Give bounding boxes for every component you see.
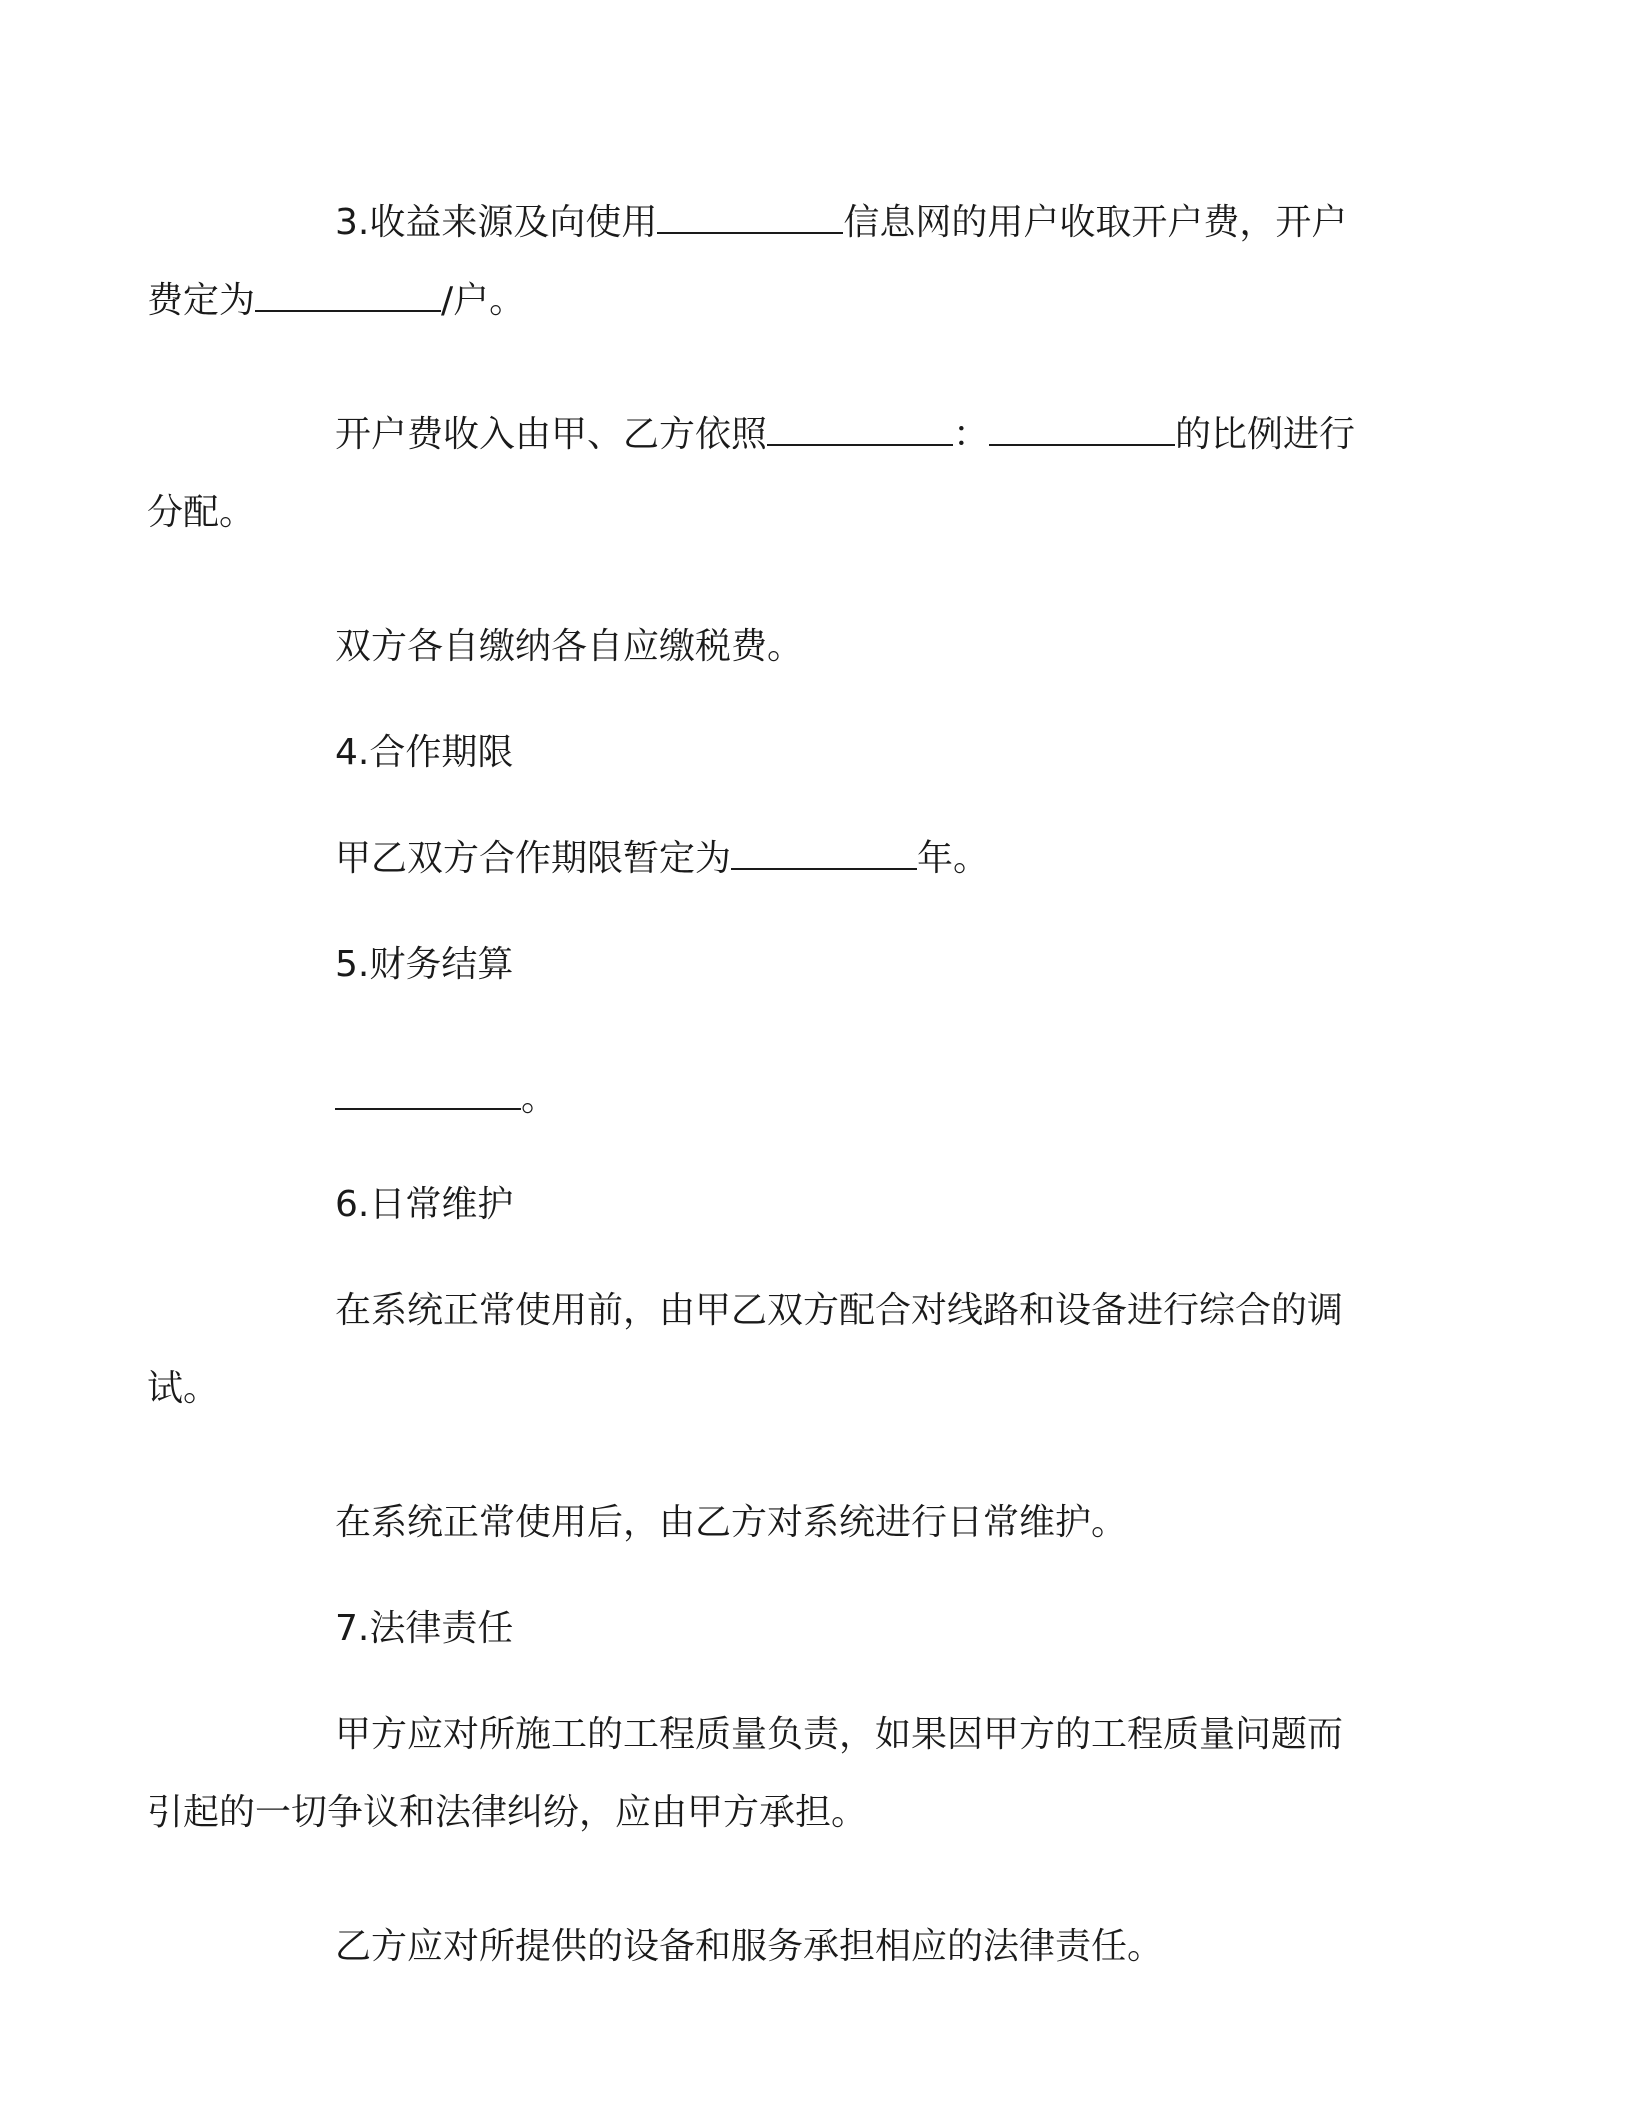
paragraph-term-years bbox=[241, 820, 1375, 898]
text: 的比例进行 bbox=[1175, 414, 1356, 455]
heading-legal-liability: 7.法律责任 bbox=[335, 1608, 514, 1649]
text: 开户费收入由甲、乙方依照 bbox=[335, 414, 768, 455]
blank-field bbox=[767, 414, 953, 446]
text: ： bbox=[953, 414, 990, 455]
blank-field bbox=[335, 1078, 521, 1110]
paragraph-party-b-liability: 乙方应对所提供的设备和服务承担相应的法律责任。 bbox=[335, 1926, 1164, 1967]
paragraph-taxes: 双方各自缴纳各自应缴税费。 bbox=[335, 626, 804, 667]
paragraph-settlement-blank bbox=[241, 1060, 1375, 1138]
paragraph-revenue-source bbox=[147, 184, 1375, 340]
paragraph-party-a-liability bbox=[147, 1696, 1375, 1852]
blank-field bbox=[255, 280, 441, 312]
paragraph-fee-split bbox=[147, 396, 1375, 552]
text: 甲方应对所施工的工程质量负责，如果因甲方的工程质量问题而 bbox=[335, 1714, 1344, 1755]
text: 年。 bbox=[917, 838, 990, 879]
heading-daily-maintenance: 6.日常维护 bbox=[335, 1184, 514, 1225]
text: 甲乙双方合作期限暂定为 bbox=[335, 838, 732, 879]
paragraph-after-use: 在系统正常使用后，由乙方对系统进行日常维护。 bbox=[335, 1502, 1128, 1543]
text: 信息网的用户收取开户费，开户 bbox=[843, 202, 1348, 243]
heading-financial-settlement: 5.财务结算 bbox=[335, 944, 514, 985]
text: 。 bbox=[521, 1078, 558, 1119]
text: /户。 bbox=[441, 280, 526, 321]
document-body bbox=[147, 184, 1375, 1986]
text: 试。 bbox=[147, 1368, 220, 1409]
blank-field bbox=[657, 202, 843, 234]
text: 费定为 bbox=[147, 280, 256, 321]
text: 分配。 bbox=[147, 492, 256, 533]
paragraph-before-use bbox=[147, 1272, 1375, 1428]
text: 在系统正常使用前，由甲乙双方配合对线路和设备进行综合的调 bbox=[335, 1290, 1344, 1331]
text: 3.收益来源及向使用 bbox=[335, 202, 658, 243]
blank-field bbox=[989, 414, 1175, 446]
heading-cooperation-term: 4.合作期限 bbox=[335, 732, 514, 773]
text: 引起的一切争议和法律纠纷，应由甲方承担。 bbox=[147, 1792, 868, 1833]
blank-field bbox=[731, 838, 917, 870]
